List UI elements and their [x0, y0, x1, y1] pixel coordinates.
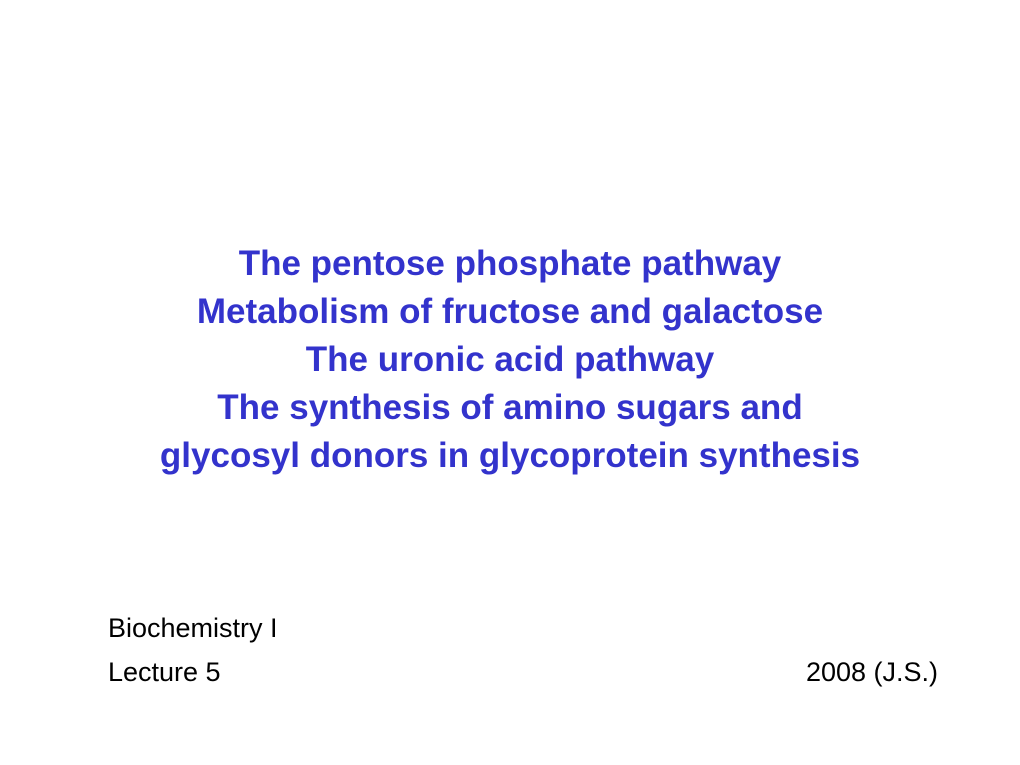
title-line-1: The pentose phosphate pathway: [238, 244, 782, 283]
year-author: 2008 (J.S.): [805, 657, 938, 687]
course-name: Biochemistry I: [108, 613, 278, 643]
slide-title: [0, 240, 1020, 480]
course-info: [108, 606, 278, 694]
lecture-number: Lecture 5: [108, 657, 221, 687]
title-line-4: The synthesis of amino sugars and: [217, 388, 803, 427]
title-line-3: The uronic acid pathway: [305, 340, 715, 379]
title-line-2: Metabolism of fructose and galactose: [196, 292, 824, 331]
title-line-5: glycosyl donors in glycoprotein synthesis: [159, 436, 861, 475]
